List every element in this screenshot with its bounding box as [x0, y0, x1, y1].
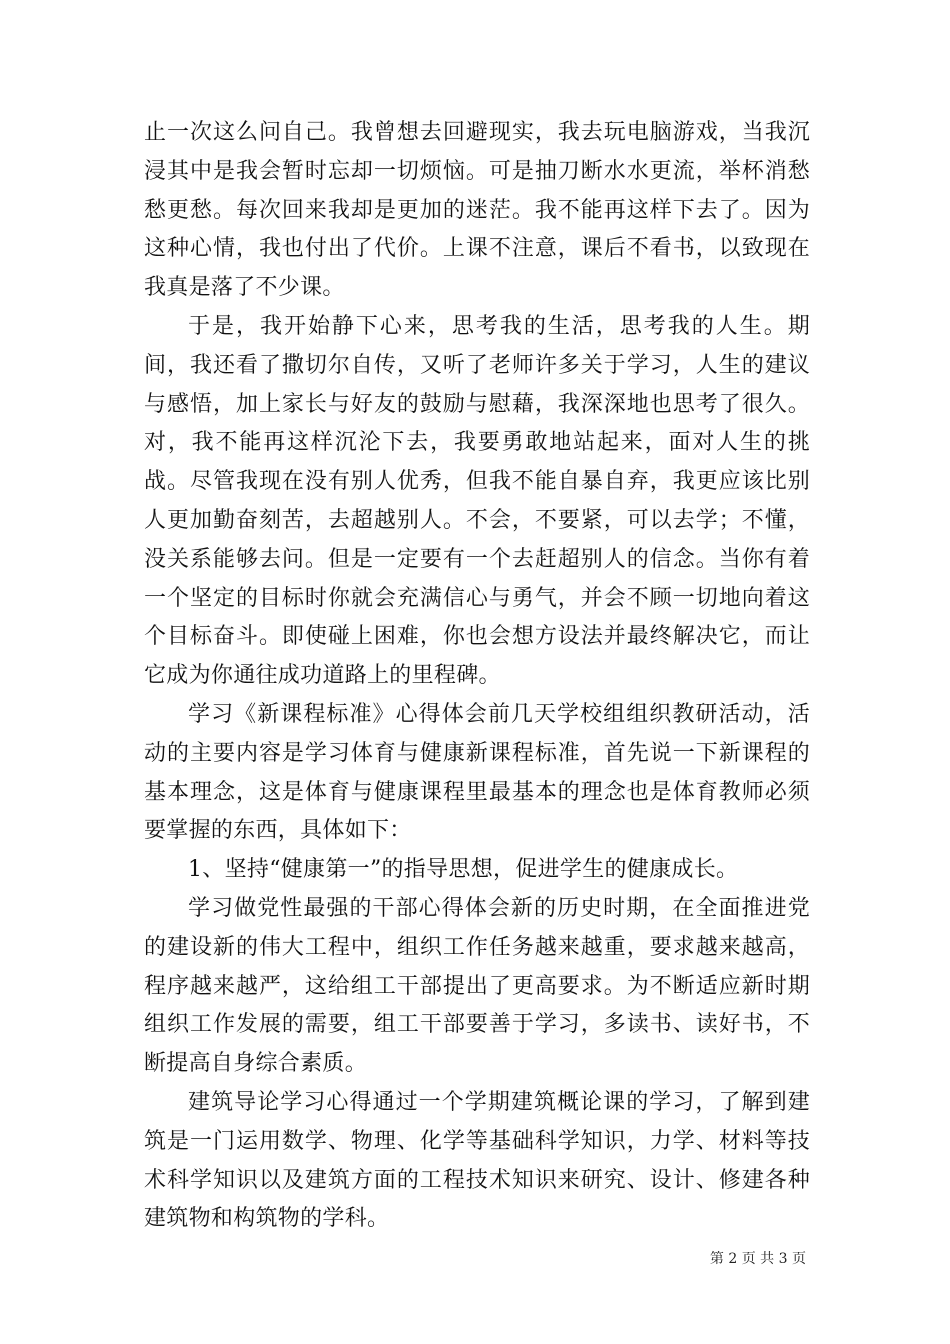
paragraph-reflection: 于是，我开始静下心来，思考我的生活，思考我的人生。期间，我还看了撒切尔自传，又听了老师许多关于学习，人生的建议与感悟，加上家长与好友的鼓励与慰藉，我深深地也思考了很久。对，我不能再这样沉沦下去，我要勇敢地站起来，面对人生的挑战。尽管我现在没有别人优秀，但我不能自暴自弃，我更应该比别人更加勤奋刻苦，去超越别人。不会，不要紧，可以去学；不懂，没关系能够去问。但是一定要有一个去赶超别人的信念。当你有着一个坚定的目标时你就会充满信心与勇气，并会不顾一切地向着这个目标奋斗。即使碰上困难，你也会想方设法并最终解决它，而让它成为你通往成功道路上的里程碑。: [144, 313, 810, 689]
paragraph-health-first: 1、坚持“健康第一”的指导思想，促进学生的健康成长。: [188, 857, 739, 883]
paragraph-curriculum-standard: 学习《新课程标准》心得体会前几天学校组组织教研活动，活动的主要内容是学习体育与健康新课程标准，首先说一下新课程的基本理念，这是体育与健康课程里最基本的理念也是体育教师必须要掌握的东西，具体如下：: [144, 701, 810, 844]
paragraph-architecture: 建筑导论学习心得通过一个学期建筑概论课的学习，了解到建筑是一门运用数学、物理、化学等基础科学知识，力学、材料等技术科学知识以及建筑方面的工程技术知识来研究、设计、修建各种建筑物和构筑物的学科。: [144, 1089, 810, 1232]
document-body: [144, 114, 810, 1239]
paragraph-continuation: 止一次这么问自己。我曾想去回避现实，我去玩电脑游戏，当我沉浸其中是我会暂时忘却一切烦恼。可是抽刀断水水更流，举杯消愁愁更愁。每次回来我却是更加的迷茫。我不能再这样下去了。因为这种心情，我也付出了代价。上课不注意，课后不看书，以致现在我真是落了不少课。: [144, 120, 810, 301]
page-number-footer: 第 2 页 共 3 页: [709, 1251, 806, 1267]
paragraph-party-cadre: 学习做党性最强的干部心得体会新的历史时期，在全面推进党的建设新的伟大工程中，组织工作任务越来越重，要求越来越高，程序越来越严，这给组工干部提出了更高要求。为不断适应新时期组织工作发展的需要，组工干部要善于学习，多读书、读好书，不断提高自身综合素质。: [144, 895, 810, 1077]
